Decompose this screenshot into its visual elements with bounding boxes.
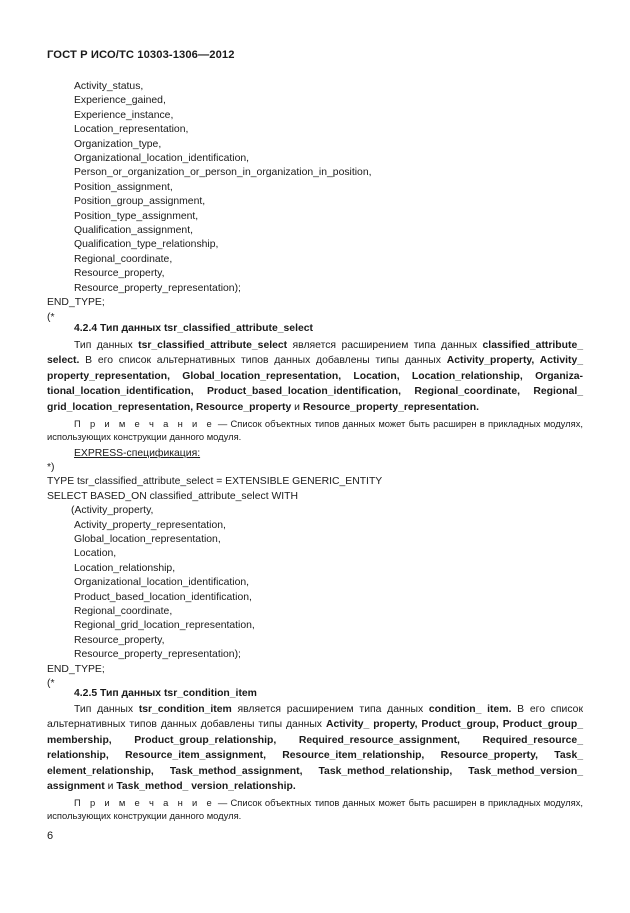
- para-bold: Task_method_ version_relationship.: [116, 781, 296, 793]
- para-text: является расширением типа данных: [287, 340, 483, 351]
- para-text: В его список альтернативных типов данных добавлены типы данных: [47, 704, 583, 731]
- express-spec-label: EXPRESS-спецификация:: [74, 448, 201, 459]
- code-line: Activity_status,: [74, 81, 144, 92]
- code-line: Position_assignment,: [74, 181, 173, 193]
- code-end-type: END_TYPE;: [47, 663, 105, 675]
- code-line: Resource_property,: [74, 634, 165, 646]
- code-line: Position_group_assignment,: [74, 196, 206, 208]
- code-line: Organizational_location_identification,: [74, 577, 250, 589]
- code-line: Regional_coordinate,: [74, 606, 173, 618]
- code-line: Activity_property_representation,: [74, 519, 226, 531]
- section-4-2-4-note: [47, 417, 583, 443]
- code-line: *): [47, 462, 55, 473]
- document-header: ГОСТ Р ИСО/ТС 10303-1306—2012: [47, 49, 235, 61]
- para-bold: condition_ item.: [428, 704, 512, 715]
- section-4-2-5-note: [47, 796, 583, 822]
- code-line: Resource_property,: [74, 268, 165, 280]
- para-text: Тип данных: [74, 340, 139, 351]
- code-line: Product_based_location_identification,: [74, 591, 252, 603]
- code-line: (Activity_property,: [71, 505, 154, 517]
- code-line: Location_representation,: [74, 124, 189, 136]
- code-comment-open: (*: [47, 678, 55, 690]
- para-text: В его список альтернативных типов данных добавлены типы данных: [79, 355, 447, 367]
- para-text: является расширением типа данных: [231, 704, 429, 715]
- section-heading-4-2-4: 4.2.4 Тип данных tsr_classified_attribute_select: [74, 323, 313, 334]
- section-heading-4-2-5: 4.2.5 Тип данных tsr_condition_item: [74, 688, 257, 699]
- code-line: Resource_property_representation);: [74, 282, 241, 294]
- section-4-2-5-paragraph: [47, 702, 583, 794]
- para-bold: classified_attribute_ select.: [47, 340, 584, 367]
- note-label: П р и м е ч а н и е: [74, 418, 215, 429]
- page-number: 6: [47, 830, 54, 842]
- code-line: Resource_property_representation);: [74, 649, 241, 661]
- para-bold: tsr_classified_attribute_select: [138, 340, 288, 351]
- code-line: TYPE tsr_classified_attribute_select = EXTENSIBLE GENERIC_ENTITY: [47, 476, 383, 488]
- note-text: — Список объектных типов данных может быть расширен в прикладных модулях, использующих конструкции данного модуля.: [47, 797, 583, 821]
- code-comment-open: (*: [47, 311, 55, 323]
- code-end-type: END_TYPE;: [47, 297, 105, 309]
- code-line: Location,: [74, 548, 117, 560]
- code-line: Global_location_representation,: [74, 534, 221, 546]
- note-text: — Список объектных типов данных может быть расширен в прикладных модулях, использующих конструкции данного модуля.: [47, 418, 583, 442]
- code-line: Qualification_assignment,: [74, 225, 193, 237]
- para-text: и: [104, 781, 117, 793]
- code-block-1: [47, 80, 372, 325]
- code-line: Organizational_location_identification,: [74, 153, 250, 165]
- code-line: Regional_coordinate,: [74, 253, 173, 265]
- code-line: Regional_grid_location_representation,: [74, 620, 255, 632]
- code-line: Qualification_type_relationship,: [74, 239, 219, 251]
- code-line: Position_type_assignment,: [74, 210, 199, 222]
- section-4-2-4-paragraph: [47, 338, 583, 415]
- code-block-2: [47, 461, 382, 692]
- para-text: Тип данных: [74, 704, 139, 715]
- para-bold: tsr_condition_item: [138, 704, 232, 715]
- para-text: и: [291, 401, 303, 413]
- code-line: Person_or_organization_or_person_in_organization_in_position,: [74, 167, 372, 179]
- para-bold: Activity_ property, Product_group, Product_group_ membership, Product_group_relationship, Required_resource_assignment, Required_resource_ relationship, Resource_item_assignment, Resource_item_relationship, Resource_property, Task_ element_relationship, Task_method_assignment, Task_method_relationship, Task_method_version_ assignment: [47, 719, 583, 793]
- note-label: П р и м е ч а н и е: [74, 797, 215, 808]
- para-bold: Activity_property, Activity_ property_representation, Global_location_representation, Location, Location_relationship, Organiza- tional_location_identification, Product_based_location_identification, Regional_coordinate, Regional_ grid_location_representation, Resource_property: [47, 355, 584, 413]
- code-line: SELECT BASED_ON classified_attribute_select WITH: [47, 490, 299, 502]
- code-line: Location_relationship,: [74, 562, 176, 574]
- code-line: Organization_type,: [74, 138, 162, 150]
- code-line: Experience_instance,: [74, 109, 174, 121]
- para-bold: Resource_property_representation.: [302, 401, 479, 413]
- code-line: Experience_gained,: [74, 95, 166, 107]
